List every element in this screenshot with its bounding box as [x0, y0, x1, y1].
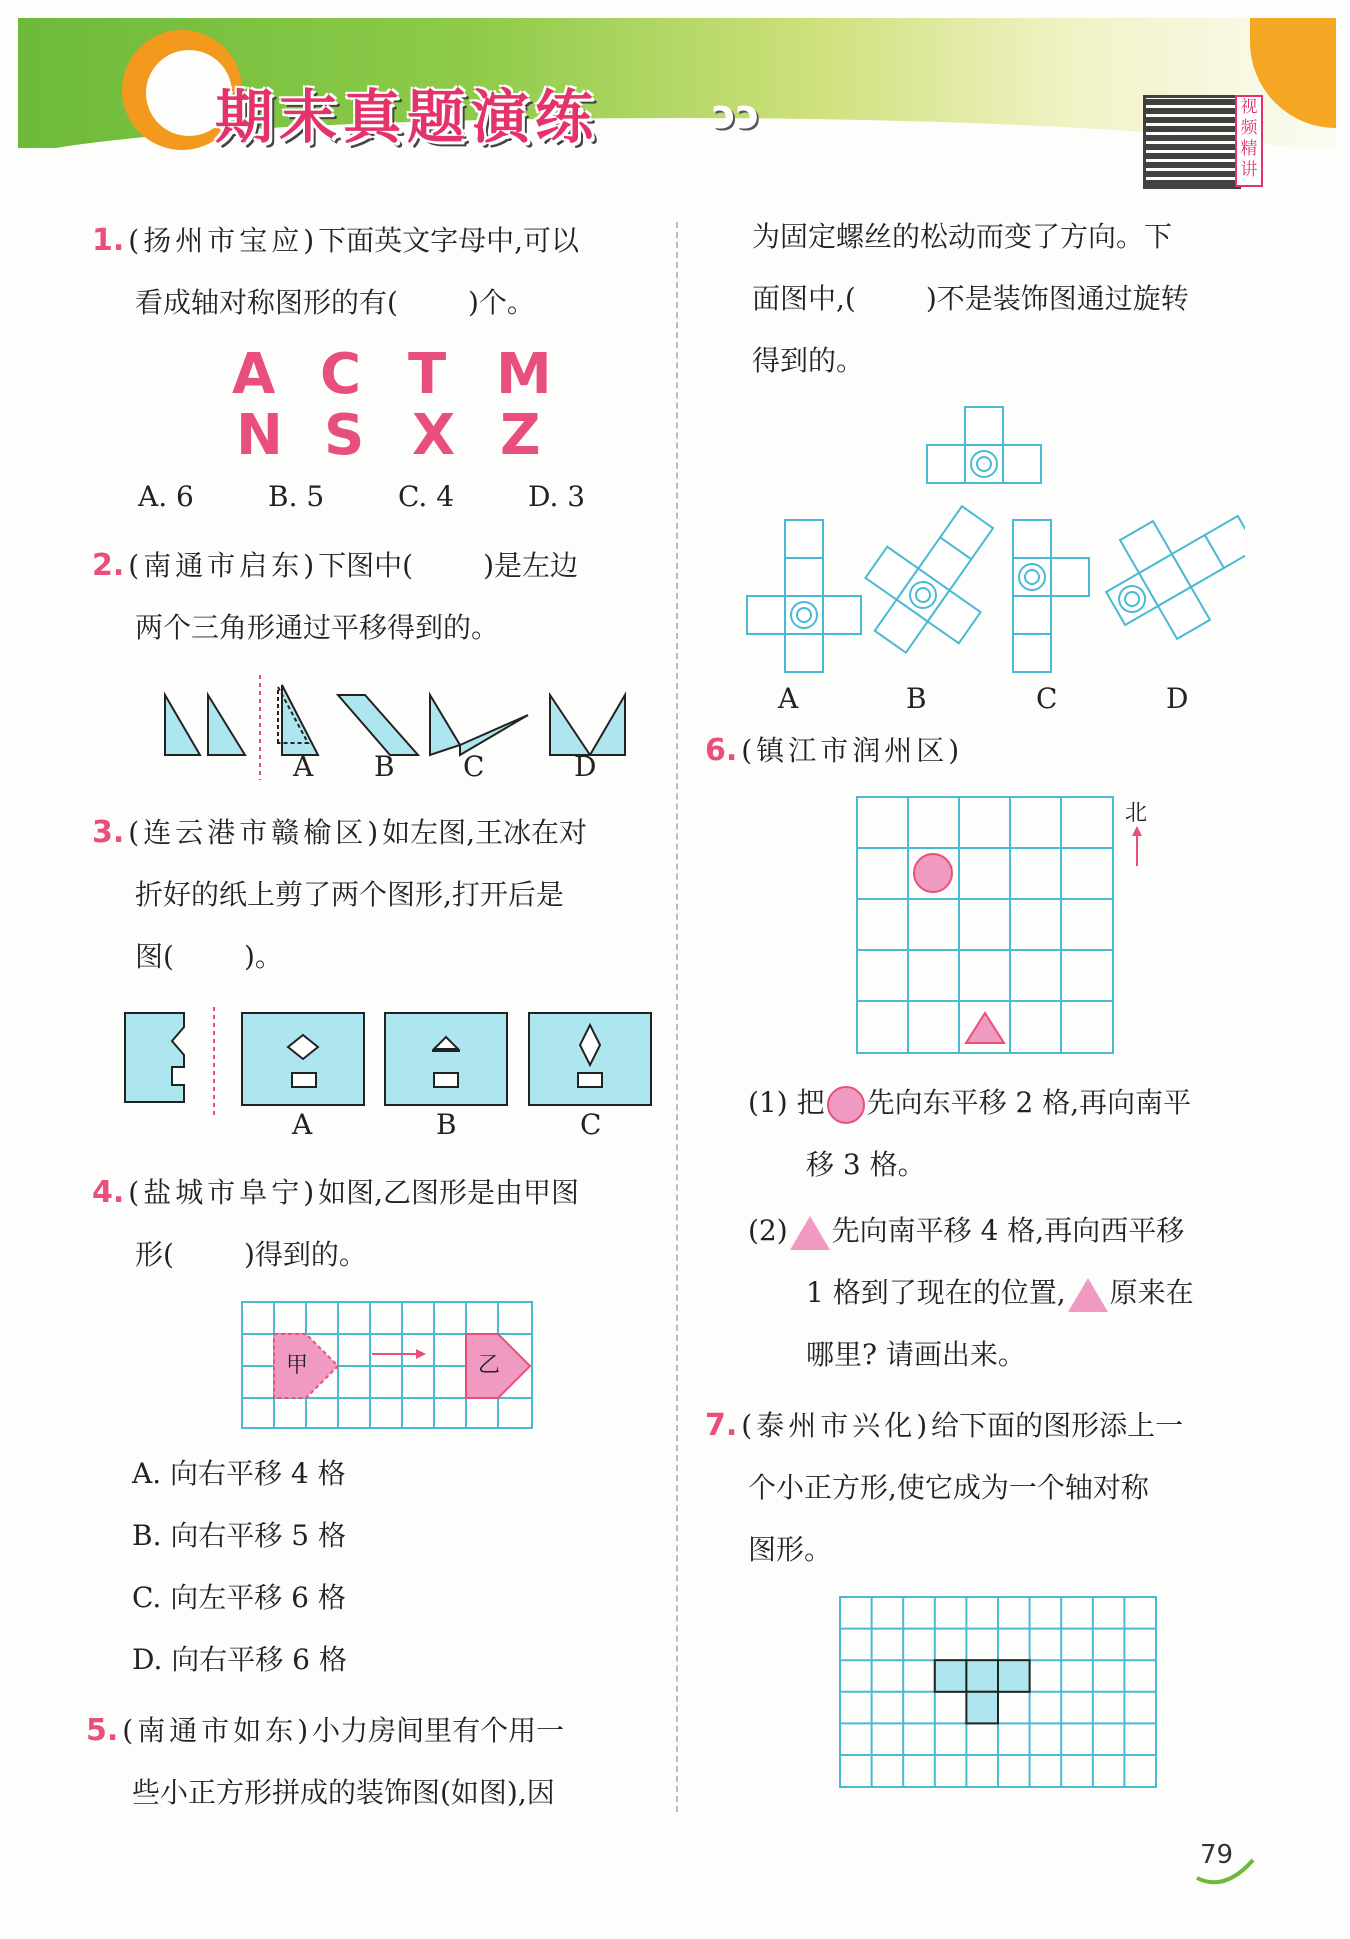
q2-triangles-figure [160, 675, 640, 785]
question-6-part1 [748, 1072, 1191, 1134]
question-source: (南通市启东) [128, 549, 319, 582]
question-2-line2: 两个三角形通过平移得到的。 [135, 611, 500, 644]
question-5 [86, 1700, 564, 1762]
question-text: 下图中( [318, 549, 414, 582]
question-number: 1. [92, 223, 125, 258]
question-number: 6. [705, 733, 738, 768]
question-number: 7. [705, 1408, 738, 1443]
letter: M [496, 342, 552, 407]
letter: N [236, 403, 283, 468]
option-label[interactable]: A [292, 1108, 313, 1141]
question-text: 如左图,王冰在对 [382, 816, 588, 849]
circle-icon [827, 1086, 865, 1124]
shape-a-label: 甲 [286, 1353, 309, 1378]
question-4-line2 [135, 1224, 367, 1286]
question-6-part1-cont: 移 3 格。 [806, 1148, 926, 1181]
option-b[interactable]: B. 向右平移 5 格 [132, 1519, 346, 1552]
question-6 [705, 720, 963, 782]
question-text: 面图中,( [752, 282, 856, 315]
question-5-line4 [752, 268, 1189, 330]
question-text: 图( [135, 940, 174, 973]
q1-options [138, 480, 658, 513]
question-source: (镇江市润州区) [741, 734, 964, 767]
shape-b-label: 乙 [478, 1353, 501, 1378]
question-number: 2. [92, 548, 125, 583]
option-label[interactable]: C [1036, 682, 1058, 715]
question-7 [705, 1395, 1183, 1457]
north-label: 北 [1125, 801, 1148, 826]
question-number: 3. [92, 815, 125, 850]
option-d[interactable]: D. 向右平移 6 格 [132, 1643, 347, 1676]
option-label[interactable]: B [436, 1108, 457, 1141]
question-5-line2: 些小正方形拼成的装饰图(如图),因 [132, 1776, 555, 1809]
option-label[interactable]: A [778, 682, 799, 715]
option-label[interactable]: D [1166, 682, 1189, 715]
question-6-part2-cont [806, 1262, 1194, 1324]
question-6-part2 [748, 1200, 1184, 1262]
question-text: 下面英文字母中,可以 [318, 224, 580, 257]
question-text: 小力房间里有个用一 [312, 1714, 565, 1747]
question-text: 1 格到了现在的位置, [806, 1276, 1066, 1309]
letter: X [412, 403, 456, 468]
question-text: )不是装饰图通过旋转 [925, 282, 1189, 315]
page-number: 79 [1200, 1840, 1234, 1870]
question-text: 给下面的图形添上一 [931, 1409, 1184, 1442]
option-c[interactable]: C. 4 [398, 480, 455, 513]
question-source: (盐城市阜宁) [128, 1176, 319, 1209]
letter: T [408, 342, 447, 407]
north-arrow-icon [1130, 826, 1144, 866]
question-source: (连云港市赣榆区) [128, 816, 383, 849]
option-label[interactable]: B [906, 682, 927, 715]
qr-tag: 视频精讲 [1235, 95, 1263, 187]
option-label[interactable]: A [293, 750, 314, 783]
option-label[interactable]: B [374, 750, 395, 783]
question-text: )是左边 [483, 549, 579, 582]
question-1 [92, 210, 579, 272]
question-text: )得到的。 [243, 1238, 367, 1271]
option-label[interactable]: C [463, 750, 485, 783]
question-text: (2) [748, 1214, 788, 1247]
letters-row-2 [236, 403, 588, 468]
question-7-line3: 图形。 [748, 1533, 833, 1566]
question-3-line2: 折好的纸上剪了两个图形,打开后是 [135, 878, 564, 911]
question-3 [92, 802, 587, 864]
option-d[interactable]: D. 3 [528, 480, 586, 513]
question-text: (1) 把 [748, 1086, 825, 1119]
question-source: (扬州市宝应) [128, 224, 319, 257]
page-swoosh-icon [1195, 1858, 1255, 1888]
question-text: 如图,乙图形是由甲图 [318, 1176, 580, 1209]
question-number: 4. [92, 1175, 125, 1210]
q3-paper-cut-figure [122, 1005, 652, 1120]
question-3-line3 [135, 926, 283, 988]
option-a[interactable]: A. 向右平移 4 格 [132, 1457, 346, 1490]
question-text: 先向东平移 2 格,再向南平 [866, 1086, 1192, 1119]
question-5-line5: 得到的。 [752, 344, 865, 377]
page-title: 期末真题演练 [215, 83, 600, 151]
option-b[interactable]: B. 5 [268, 480, 325, 513]
letter: S [324, 403, 365, 468]
q7-grid-figure[interactable] [838, 1595, 1160, 1791]
question-source: (泰州市兴化) [741, 1409, 932, 1442]
option-label[interactable]: C [580, 1108, 602, 1141]
triangle-icon [790, 1216, 830, 1250]
question-source: (南通市如东) [122, 1714, 313, 1747]
question-text: )。 [243, 940, 283, 973]
question-1-line2 [135, 272, 535, 334]
question-7-line2: 个小正方形,使它成为一个轴对称 [748, 1471, 1149, 1504]
question-6-part2-end: 哪里? 请画出来。 [806, 1338, 1026, 1371]
question-text: )个。 [467, 286, 535, 319]
question-text: 先向南平移 4 格,再向西平移 [831, 1214, 1185, 1247]
option-a[interactable]: A. 6 [138, 480, 194, 513]
column-divider [676, 222, 678, 1812]
question-text: 原来在 [1109, 1276, 1194, 1309]
question-text: 形( [135, 1238, 174, 1271]
question-5-line3: 为固定螺丝的松动而变了方向。下 [752, 220, 1173, 253]
option-label[interactable]: D [574, 750, 597, 783]
swirl-icon: ↄↄ [712, 92, 760, 138]
option-c[interactable]: C. 向左平移 6 格 [132, 1581, 346, 1614]
question-2 [92, 535, 578, 597]
q4-grid-figure [240, 1300, 535, 1432]
letters-row-1 [232, 342, 584, 407]
letter: A [232, 342, 276, 407]
letter: C [320, 342, 362, 407]
letter: Z [500, 403, 541, 468]
question-4 [92, 1162, 579, 1224]
question-number: 5. [86, 1713, 119, 1748]
qr-code-icon[interactable] [1143, 95, 1241, 189]
question-text: 看成轴对称图形的有( [135, 286, 398, 319]
q5-decoration-figure [745, 405, 1245, 680]
q6-grid-map [855, 795, 1115, 1057]
triangle-icon [1068, 1278, 1108, 1312]
